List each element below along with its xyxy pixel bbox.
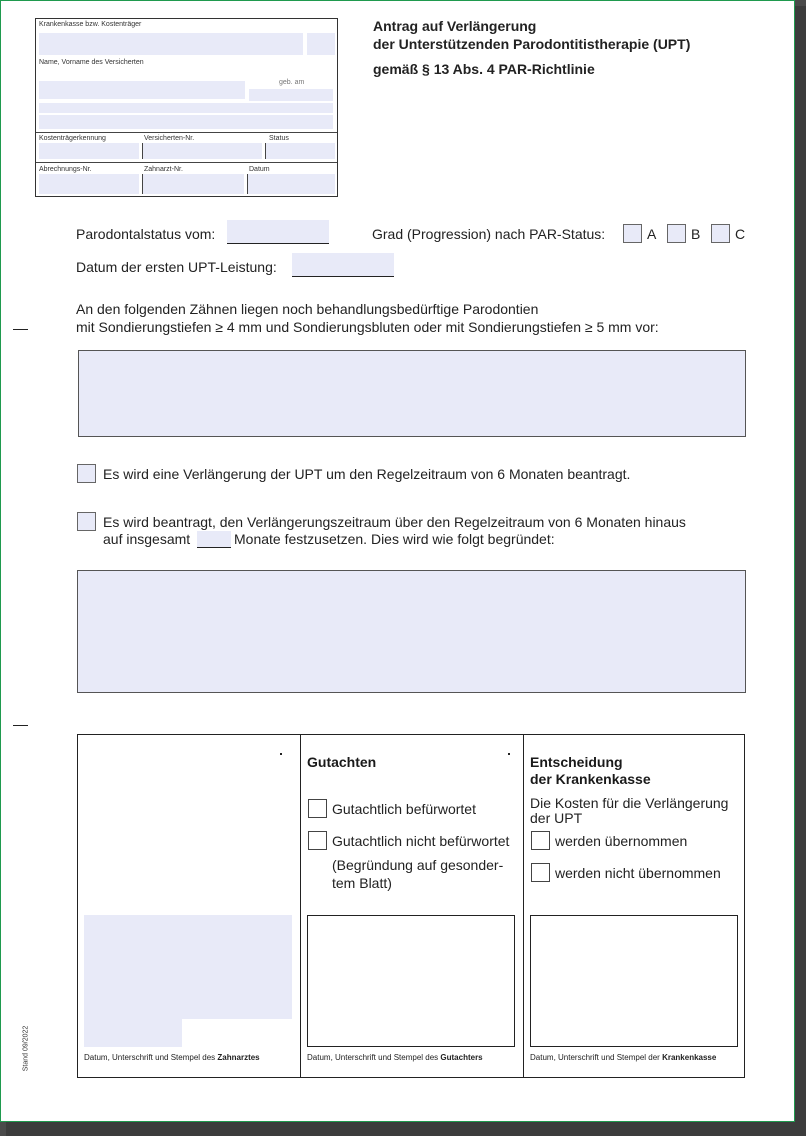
justification-textarea[interactable]	[77, 570, 746, 693]
versicherten-field[interactable]	[142, 143, 262, 159]
column-divider	[300, 735, 301, 1077]
page-shadow	[6, 1122, 806, 1136]
gutachten-yes-label: Gutachtlich befürwortet	[332, 801, 476, 817]
fold-mark	[13, 725, 28, 726]
kostentraeger-label: Kostenträgerkennung	[39, 135, 106, 142]
gutachter-signature-caption: Datum, Unterschrift und Stempel des Gutachters	[307, 1053, 483, 1062]
first-upt-date-field[interactable]	[292, 253, 394, 277]
option2-pre: auf insgesamt	[103, 531, 191, 547]
corner-mark	[508, 753, 510, 755]
datum-label: Datum	[249, 166, 270, 173]
gutachten-no-checkbox[interactable]	[308, 831, 327, 850]
address-field-2[interactable]	[39, 115, 333, 129]
stamp-gap	[182, 1019, 292, 1047]
insurance-data-box	[35, 18, 338, 197]
kasse-signature-field[interactable]	[530, 915, 738, 1047]
kasse-yes-checkbox[interactable]	[531, 831, 550, 850]
grade-a-checkbox[interactable]	[623, 224, 642, 243]
address-field[interactable]	[39, 103, 333, 113]
birthdate-field[interactable]	[249, 89, 333, 101]
abrechnung-field[interactable]	[39, 174, 139, 194]
datum-field[interactable]	[247, 174, 335, 194]
gutachten-note-line1: (Begründung auf gesonder-	[332, 857, 504, 873]
kasse-field[interactable]	[39, 33, 303, 55]
form-version-label: Stand 09/2022	[22, 1025, 30, 1072]
name-label: Name, Vorname des Versicherten	[39, 59, 144, 66]
gutachten-no-label: Gutachtlich nicht befürwortet	[332, 833, 510, 849]
option2-checkbox[interactable]	[77, 512, 96, 531]
paro-status-label: Parodontalstatus vom:	[76, 226, 216, 242]
kasse-title-line1: Entscheidung	[530, 754, 623, 770]
kasse-ik-field[interactable]	[307, 33, 335, 55]
grade-b-label: B	[691, 226, 701, 242]
grade-c-label: C	[735, 226, 746, 242]
first-upt-label: Datum der ersten UPT-Leistung:	[76, 259, 277, 275]
kasse-no-checkbox[interactable]	[531, 863, 550, 882]
months-field[interactable]	[197, 531, 231, 548]
grade-b-checkbox[interactable]	[667, 224, 686, 243]
option2-line1: Es wird beantragt, den Verlängerungszeitraum über den Regelzeitraum von 6 Monaten hinaus	[103, 514, 686, 530]
kostentraeger-field[interactable]	[39, 143, 139, 159]
grade-label: Grad (Progression) nach PAR-Status:	[372, 226, 606, 242]
grade-c-checkbox[interactable]	[711, 224, 730, 243]
abrechnung-label: Abrechnungs-Nr.	[39, 166, 92, 173]
teeth-text-line2: mit Sondierungstiefen ≥ 4 mm und Sondierungsbluten oder mit Sondierungstiefen ≥ 5 mm vor:	[76, 319, 659, 335]
status-field[interactable]	[265, 143, 335, 159]
gutachten-note-line2: tem Blatt)	[332, 875, 392, 891]
status-label: Status	[269, 135, 289, 142]
teeth-text-line1: An den folgenden Zähnen liegen noch behandlungsbedürftige Parodontien	[76, 301, 539, 317]
zahnarzt-label: Zahnarzt-Nr.	[144, 166, 183, 173]
gutachter-signature-field[interactable]	[307, 915, 515, 1047]
kasse-no-label: werden nicht übernommen	[555, 865, 721, 881]
grade-a-label: A	[647, 226, 657, 242]
zahnarzt-signature-caption: Datum, Unterschrift und Stempel des Zahnarztes	[84, 1053, 260, 1062]
gutachten-title: Gutachten	[307, 754, 377, 770]
zahnarzt-field[interactable]	[142, 174, 244, 194]
form-subtitle: gemäß § 13 Abs. 4 PAR-Richtlinie	[373, 61, 595, 77]
teeth-textarea[interactable]	[78, 350, 746, 437]
option1-checkbox[interactable]	[77, 464, 96, 483]
kasse-text-line2: der UPT	[530, 810, 583, 826]
signature-table	[77, 734, 745, 1078]
gutachten-yes-checkbox[interactable]	[308, 799, 327, 818]
name-field[interactable]	[39, 81, 245, 99]
kasse-text-line1: Die Kosten für die Verlängerung	[530, 795, 729, 811]
option2-post: Monate festzusetzen. Dies wird wie folgt begründet:	[234, 531, 555, 547]
form-title-line1: Antrag auf Verlängerung	[373, 18, 537, 34]
fold-mark	[13, 329, 28, 330]
page-shadow	[795, 6, 806, 1136]
geb-label: geb. am	[279, 79, 305, 86]
corner-mark	[280, 753, 282, 755]
column-divider	[523, 735, 524, 1077]
kasse-label: Krankenkasse bzw. Kostenträger	[39, 21, 142, 28]
kasse-yes-label: werden übernommen	[555, 833, 688, 849]
divider	[36, 132, 337, 133]
form-title-line2: der Unterstützenden Parodontitistherapie (UPT)	[373, 36, 691, 52]
divider	[36, 162, 337, 163]
kasse-title-line2: der Krankenkasse	[530, 771, 651, 787]
option1-label: Es wird eine Verlängerung der UPT um den Regelzeitraum von 6 Monaten beantragt.	[103, 466, 631, 482]
paro-status-date-field[interactable]	[227, 220, 329, 244]
versicherten-label: Versicherten-Nr.	[144, 135, 195, 142]
kasse-signature-caption: Datum, Unterschrift und Stempel der Krankenkasse	[530, 1053, 717, 1062]
